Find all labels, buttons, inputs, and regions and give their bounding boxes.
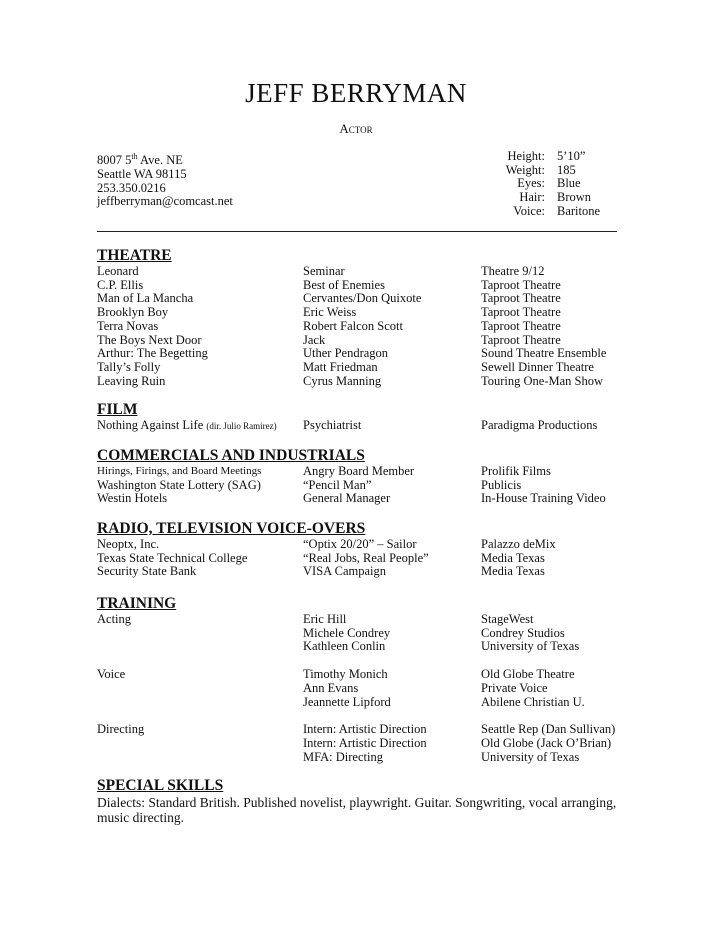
commercials-company-cell: Prolifik Films [481,464,551,478]
theatre-role-cell: Robert Falcon Scott [303,318,403,333]
training-area-cell [97,696,303,710]
training-area-cell: Acting [97,612,132,626]
actor-role: Actor [339,121,373,136]
training-school-cell: University of Texas [481,749,580,764]
theatre-company-cell: Taproot Theatre [481,305,561,320]
theatre-company-cell: Sound Theatre Ensemble [481,346,607,361]
training-heading: TRAINING [97,595,177,612]
stat-label: Hair: [519,190,545,205]
table-row [97,306,627,320]
commercials-role-cell: Angry Board Member [303,464,415,478]
radio-role-cell: VISA Campaign [303,564,386,579]
theatre-company-cell: Theatre 9/12 [481,264,545,278]
table-row [97,682,627,696]
table-row [97,565,627,579]
theatre-company-cell: Sewell Dinner Theatre [481,359,594,374]
theatre-role-cell: Jack [303,332,326,347]
radio-title-cell: Neoptx, Inc. [97,537,160,551]
stat-value: Baritone [557,203,601,218]
table-row [97,320,627,334]
table-row [97,492,627,506]
theatre-role-cell: Cervantes/Don Quixote [303,291,422,306]
theatre-role-cell: Seminar [303,264,345,278]
table-row [97,668,627,682]
table-row [97,361,627,375]
theatre-title-cell: Leaving Ruin [97,373,166,388]
theatre-title-cell: Leonard [97,264,139,278]
radio-title-cell: Security State Bank [97,564,197,579]
training-teacher-cell: Timothy Monich [303,667,388,682]
radio-section [97,521,627,579]
theatre-title-cell: The Boys Next Door [97,332,202,347]
table-row [97,751,627,765]
commercials-title-cell: Westin Hotels [97,491,168,506]
training-area-cell [97,627,303,641]
table-row [97,465,627,479]
training-school-cell: Private Voice [481,680,548,695]
contact-block [97,150,233,209]
theatre-role-cell: Matt Friedman [303,359,378,374]
training-area-cell [97,751,303,765]
actor-name: JEFF BERRYMAN [245,78,467,108]
theatre-title-cell: Terra Novas [97,318,159,333]
commercials-company-cell: Publicis [481,477,522,492]
table-row [97,479,627,493]
table-row [97,552,627,566]
theatre-title-cell: Arthur: The Begetting [97,346,208,361]
commercials-heading: COMMERCIALS AND INDUSTRIALS [97,447,365,464]
table-row [97,613,627,627]
theatre-company-cell: Taproot Theatre [481,332,561,347]
theatre-company-cell: Touring One-Man Show [481,373,604,388]
table-row [97,538,627,552]
stat-row [470,150,600,164]
theatre-title-cell: Tally’s Folly [97,359,161,374]
theatre-title-cell: Brooklyn Boy [97,305,169,320]
theatre-heading: THEATRE [97,247,172,264]
stat-value: Blue [557,176,581,191]
stat-value: Brown [557,190,592,205]
training-teacher-cell: Ann Evans [303,680,359,695]
radio-company-cell: Media Texas [481,550,545,565]
training-area-cell: Voice [97,667,126,682]
stat-label: Height: [507,149,545,163]
training-teacher-cell: Intern: Artistic Direction [303,735,427,750]
film-title-cell: Nothing Against Life (dir. Julio Ramirez) [97,418,277,432]
group-spacer [97,654,627,668]
training-school-cell: StageWest [481,612,534,626]
theatre-role-cell: Cyrus Manning [303,373,382,388]
theatre-company-cell: Taproot Theatre [481,318,561,333]
training-school-cell: University of Texas [481,639,580,654]
commercials-company-cell: In-House Training Video [481,491,606,506]
film-heading: FILM [97,401,138,418]
table-row [97,419,627,434]
stat-label: Voice: [513,203,545,218]
training-teacher-cell: MFA: Directing [303,749,383,764]
skills-text: Dialects: Standard British. Published novelist, playwright. Guitar. Songwriting, vocal arranging, music directing. [97,795,617,825]
table-row [97,292,627,306]
theatre-title-cell: Man of La Mancha [97,291,194,306]
training-area-cell [97,737,303,751]
stat-value: 5’10” [557,149,586,163]
film-section [97,402,627,434]
group-spacer [97,709,627,723]
commercials-role-cell: “Pencil Man” [303,477,372,492]
skills-section [97,778,627,825]
table-row [97,723,627,737]
stat-row [470,205,600,219]
stat-row [470,164,600,178]
training-area-cell [97,682,303,696]
training-school-cell: Condrey Studios [481,625,565,640]
training-school-cell: Abilene Christian U. [481,694,585,709]
contact-email: jeffberryman@comcast.net [97,194,233,209]
theatre-title-cell: C.P. Ellis [97,277,144,292]
theatre-role-cell: Eric Weiss [303,305,357,320]
theatre-role-cell: Uther Pendragon [303,346,389,361]
contact-city: Seattle WA 98115 [97,166,187,181]
contact-phone: 253.350.0216 [97,180,166,195]
table-row [97,265,627,279]
training-area-cell: Directing [97,722,145,737]
stat-label: Eyes: [517,176,545,191]
theatre-company-cell: Taproot Theatre [481,291,561,306]
stat-row [470,177,600,191]
table-row [97,334,627,348]
stat-value: 185 [557,162,576,177]
training-teacher-cell: Intern: Artistic Direction [303,722,427,737]
radio-role-cell: “Optix 20/20” – Sailor [303,537,417,551]
commercials-title-cell: Washington State Lottery (SAG) [97,477,261,492]
skills-heading: SPECIAL SKILLS [97,777,224,794]
commercials-role-cell: General Manager [303,491,391,506]
film-role-cell: Psychiatrist [303,418,362,432]
film-company-cell: Paradigma Productions [481,418,598,432]
theatre-role-cell: Best of Enemies [303,277,385,292]
radio-company-cell: Palazzo deMix [481,537,556,551]
stat-row [470,191,600,205]
training-teacher-cell: Eric Hill [303,612,347,626]
training-school-cell: Old Globe (Jack O’Brian) [481,735,612,750]
table-row [97,640,627,654]
contact-street: 8007 5th Ave. NE [97,152,183,168]
radio-role-cell: “Real Jobs, Real People” [303,550,429,565]
theatre-company-cell: Taproot Theatre [481,277,561,292]
training-section [97,596,627,764]
training-school-cell: Seattle Rep (Dan Sullivan) [481,722,616,737]
table-row [97,696,627,710]
radio-company-cell: Media Texas [481,564,545,579]
radio-heading: RADIO, TELEVISION VOICE-OVERS [97,520,366,537]
training-area-cell [97,640,303,654]
training-teacher-cell: Jeannette Lipford [303,694,391,709]
stats-block [470,150,600,219]
stat-label: Weight: [505,162,545,177]
training-school-cell: Old Globe Theatre [481,667,575,682]
training-teacher-cell: Kathleen Conlin [303,639,386,654]
commercials-section [97,448,627,506]
header-divider [97,231,617,232]
table-row [97,375,627,389]
table-row [97,347,627,361]
table-row [97,279,627,293]
training-teacher-cell: Michele Condrey [303,625,391,640]
table-row [97,737,627,751]
commercials-title-cell: Hirings, Firings, and Board Meetings [97,465,262,477]
theatre-section [97,248,627,388]
radio-title-cell: Texas State Technical College [97,550,248,565]
table-row [97,627,627,641]
